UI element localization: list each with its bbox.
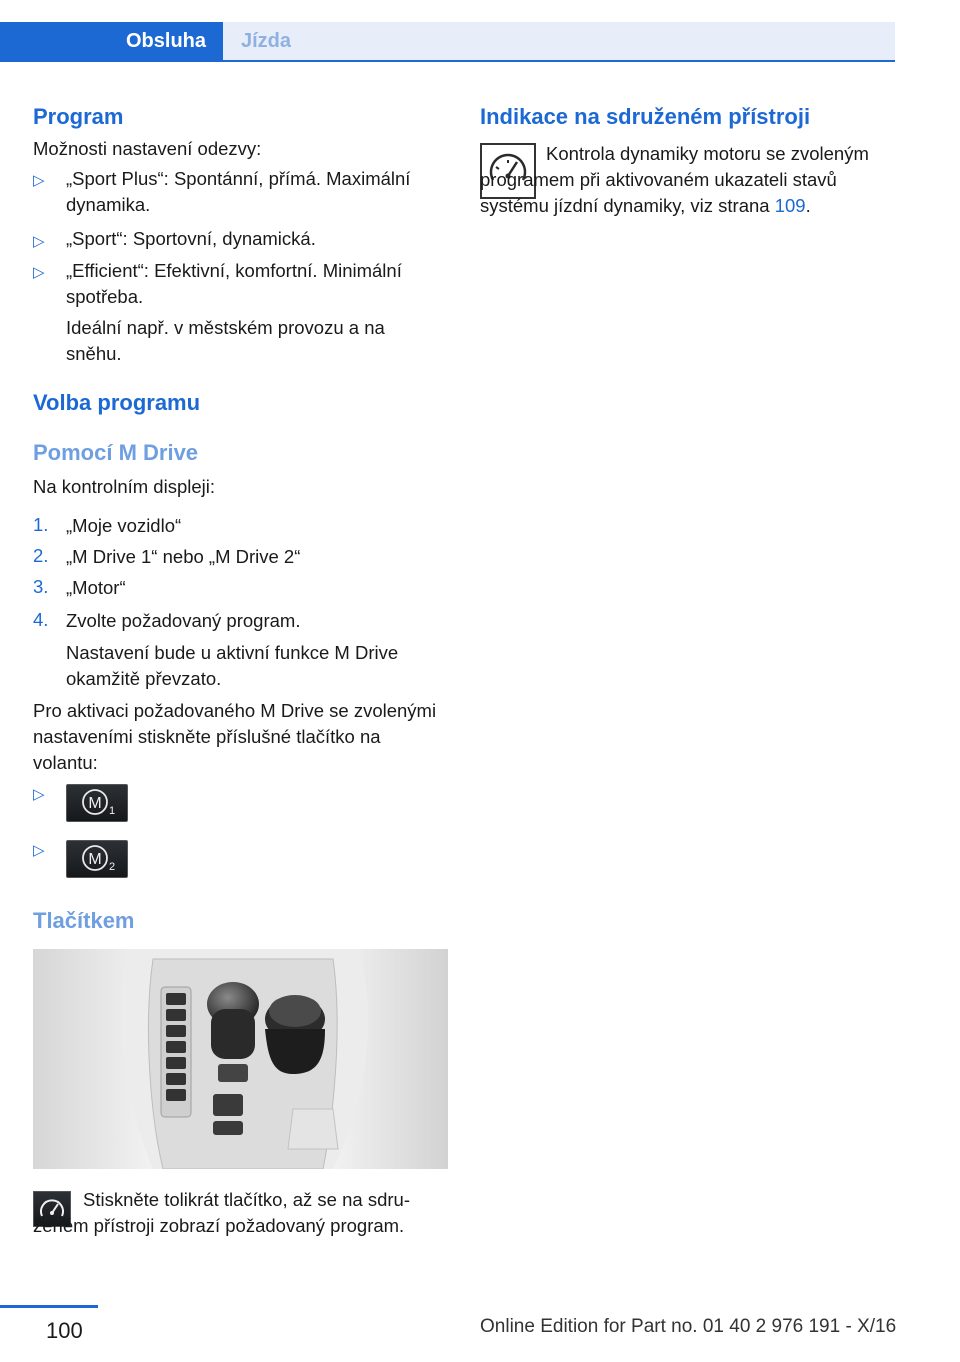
mdrive-heading: Pomocí M Drive xyxy=(33,440,199,465)
program-intro: Možnosti nastavení odezvy: xyxy=(33,138,262,159)
svg-text:2: 2 xyxy=(108,861,116,873)
program-item-efficient-note: Ideální např. v městském provozu a na sněhu. xyxy=(66,317,385,364)
center-console-image xyxy=(33,949,448,1169)
m1-button-icon[interactable] xyxy=(66,784,128,822)
edition-text: Online Edition for Part no. 01 40 2 976 191 - X/16 xyxy=(480,1316,897,1337)
step-number: 2. xyxy=(33,545,49,566)
m1-button-icon xyxy=(67,785,127,821)
step-note: Nastavení bude u aktivní funkce M Drive okamžitě převzato. xyxy=(66,642,399,689)
center-console-illustration xyxy=(33,949,448,1169)
program-item-efficient: „Efficient“: Efektivní, komfortní. Minimální spotřeba. xyxy=(66,260,402,307)
bullet-icon: ▷ xyxy=(33,172,45,189)
button-heading: Tlačítkem xyxy=(33,908,135,933)
page-link-109[interactable]: 109 xyxy=(774,195,806,216)
tab-underline xyxy=(0,60,895,62)
bullet-icon: ▷ xyxy=(33,233,45,250)
display-intro: Na kontrolním displeji: xyxy=(33,476,215,497)
svg-text:M: M xyxy=(88,795,102,812)
step-number: 3. xyxy=(33,576,49,597)
bullet-icon: ▷ xyxy=(33,786,45,803)
chapter-tabs xyxy=(0,22,895,62)
program-item-sport-plus: „Sport Plus“: Spontánní, přímá. Maximální dynamika. xyxy=(66,168,411,215)
step-text: Zvolte požadovaný program. xyxy=(66,610,301,631)
volba-heading: Volba programu xyxy=(33,390,201,415)
press-text: Stiskněte tolikrát tlačítko, až se na sdruženém přístroji zobrazí požadovaný program. xyxy=(33,1189,410,1236)
activation-text: Pro aktivaci požadovaného M Drive se zvolenými nastaveními stiskněte příslušné tlačítko na volantu: xyxy=(33,700,437,773)
bullet-icon: ▷ xyxy=(33,264,45,281)
step-text: „Motor“ xyxy=(66,577,126,598)
step-number: 1. xyxy=(33,514,49,535)
program-item-sport: „Sport“: Sportovní, dynamická. xyxy=(66,228,316,249)
footer-accent-line xyxy=(0,1305,98,1308)
step-text: „M Drive 1“ nebo „M Drive 2“ xyxy=(66,546,301,567)
bullet-icon: ▷ xyxy=(33,842,45,859)
indikace-text: Kontrola dynamiky motoru se zvoleným programem při aktivovaném ukazateli stavů systému jízdní dynamiky, viz strana 109. xyxy=(480,143,869,216)
tab-obsluha[interactable]: Obsluha xyxy=(0,22,223,60)
m2-button-icon xyxy=(67,841,127,877)
page-number: 100 xyxy=(46,1318,83,1343)
svg-text:1: 1 xyxy=(108,805,116,817)
m2-button-icon[interactable] xyxy=(66,840,128,878)
indikace-heading: Indikace na sdruženém přístroji xyxy=(480,104,811,129)
step-number: 4. xyxy=(33,609,49,630)
step-text: „Moje vozidlo“ xyxy=(66,515,182,536)
tab-jizda[interactable]: Jízda xyxy=(223,22,895,60)
program-heading: Program xyxy=(33,104,124,129)
svg-text:M: M xyxy=(88,851,102,868)
